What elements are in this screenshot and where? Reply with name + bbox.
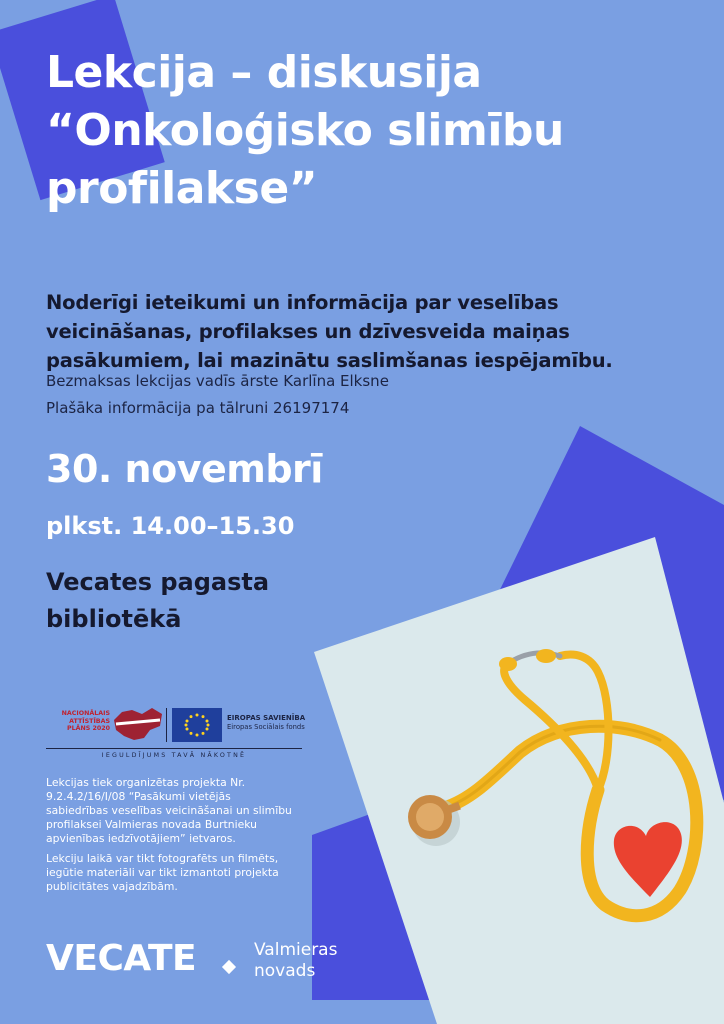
nap-logo-text: NACIONĀLAIS ATTĪSTĪBAS PLĀNS 2020 (61, 710, 110, 732)
logo-rule (46, 748, 302, 749)
stethoscope-earpiece-right (536, 649, 556, 663)
project-note: Lekcijas tiek organizētas projekta Nr. 9.2.4.2/16/I/08 “Pasākumi vietējās sabiedrības veselības veicināšanai un slimību profilaksei Valmieras novada Burtnieku apvienības iedzīvotājiem” ietvaros. (46, 776, 292, 845)
page-title: Lekcija – diskusija “Onkoloģisko slimību profilakse” (46, 47, 564, 214)
phone-info: Plašāka informācija pa tālruni 26197174 (46, 399, 350, 417)
brand-logo: VECATE (46, 938, 197, 979)
eu-flag-icon (172, 708, 222, 742)
event-time: plkst. 14.00–15.30 (46, 512, 295, 540)
eu-title: EIROPAS SAVIENĪBA (227, 714, 306, 722)
logo-tagline: IEGULDĪJUMS TAVĀ NĀKOTNĒ (101, 752, 247, 759)
event-venue: Vecates pagasta bibliotēkā (46, 568, 270, 633)
event-date: 30. novembrī (46, 447, 323, 491)
stethoscope-chestpiece-inner (416, 803, 444, 831)
region-name: Valmieras novads (254, 940, 338, 981)
logo-divider (166, 708, 167, 742)
latvia-map-icon (112, 706, 164, 744)
lecturer-info: Bezmaksas lekcijas vadīs ārste Karlīna Elksne (46, 372, 389, 390)
stethoscope-earpiece-left (499, 657, 517, 671)
lead-text: Noderīgi ieteikumi un informācija par veselības veicināšanas, profilakses un dzīvesveida maiņas pasākumiem, lai mazinātu saslimšanas iespējamību. (46, 291, 613, 372)
eu-fund: Eiropas Sociālais fonds (227, 723, 305, 731)
funding-logos (46, 700, 306, 766)
photo-note: Lekciju laikā var tikt fotografēts un filmēts, iegūtie materiāli var tikt izmantoti projekta publicitātes vajadzībām. (46, 852, 279, 893)
eu-logo-text (227, 714, 307, 732)
